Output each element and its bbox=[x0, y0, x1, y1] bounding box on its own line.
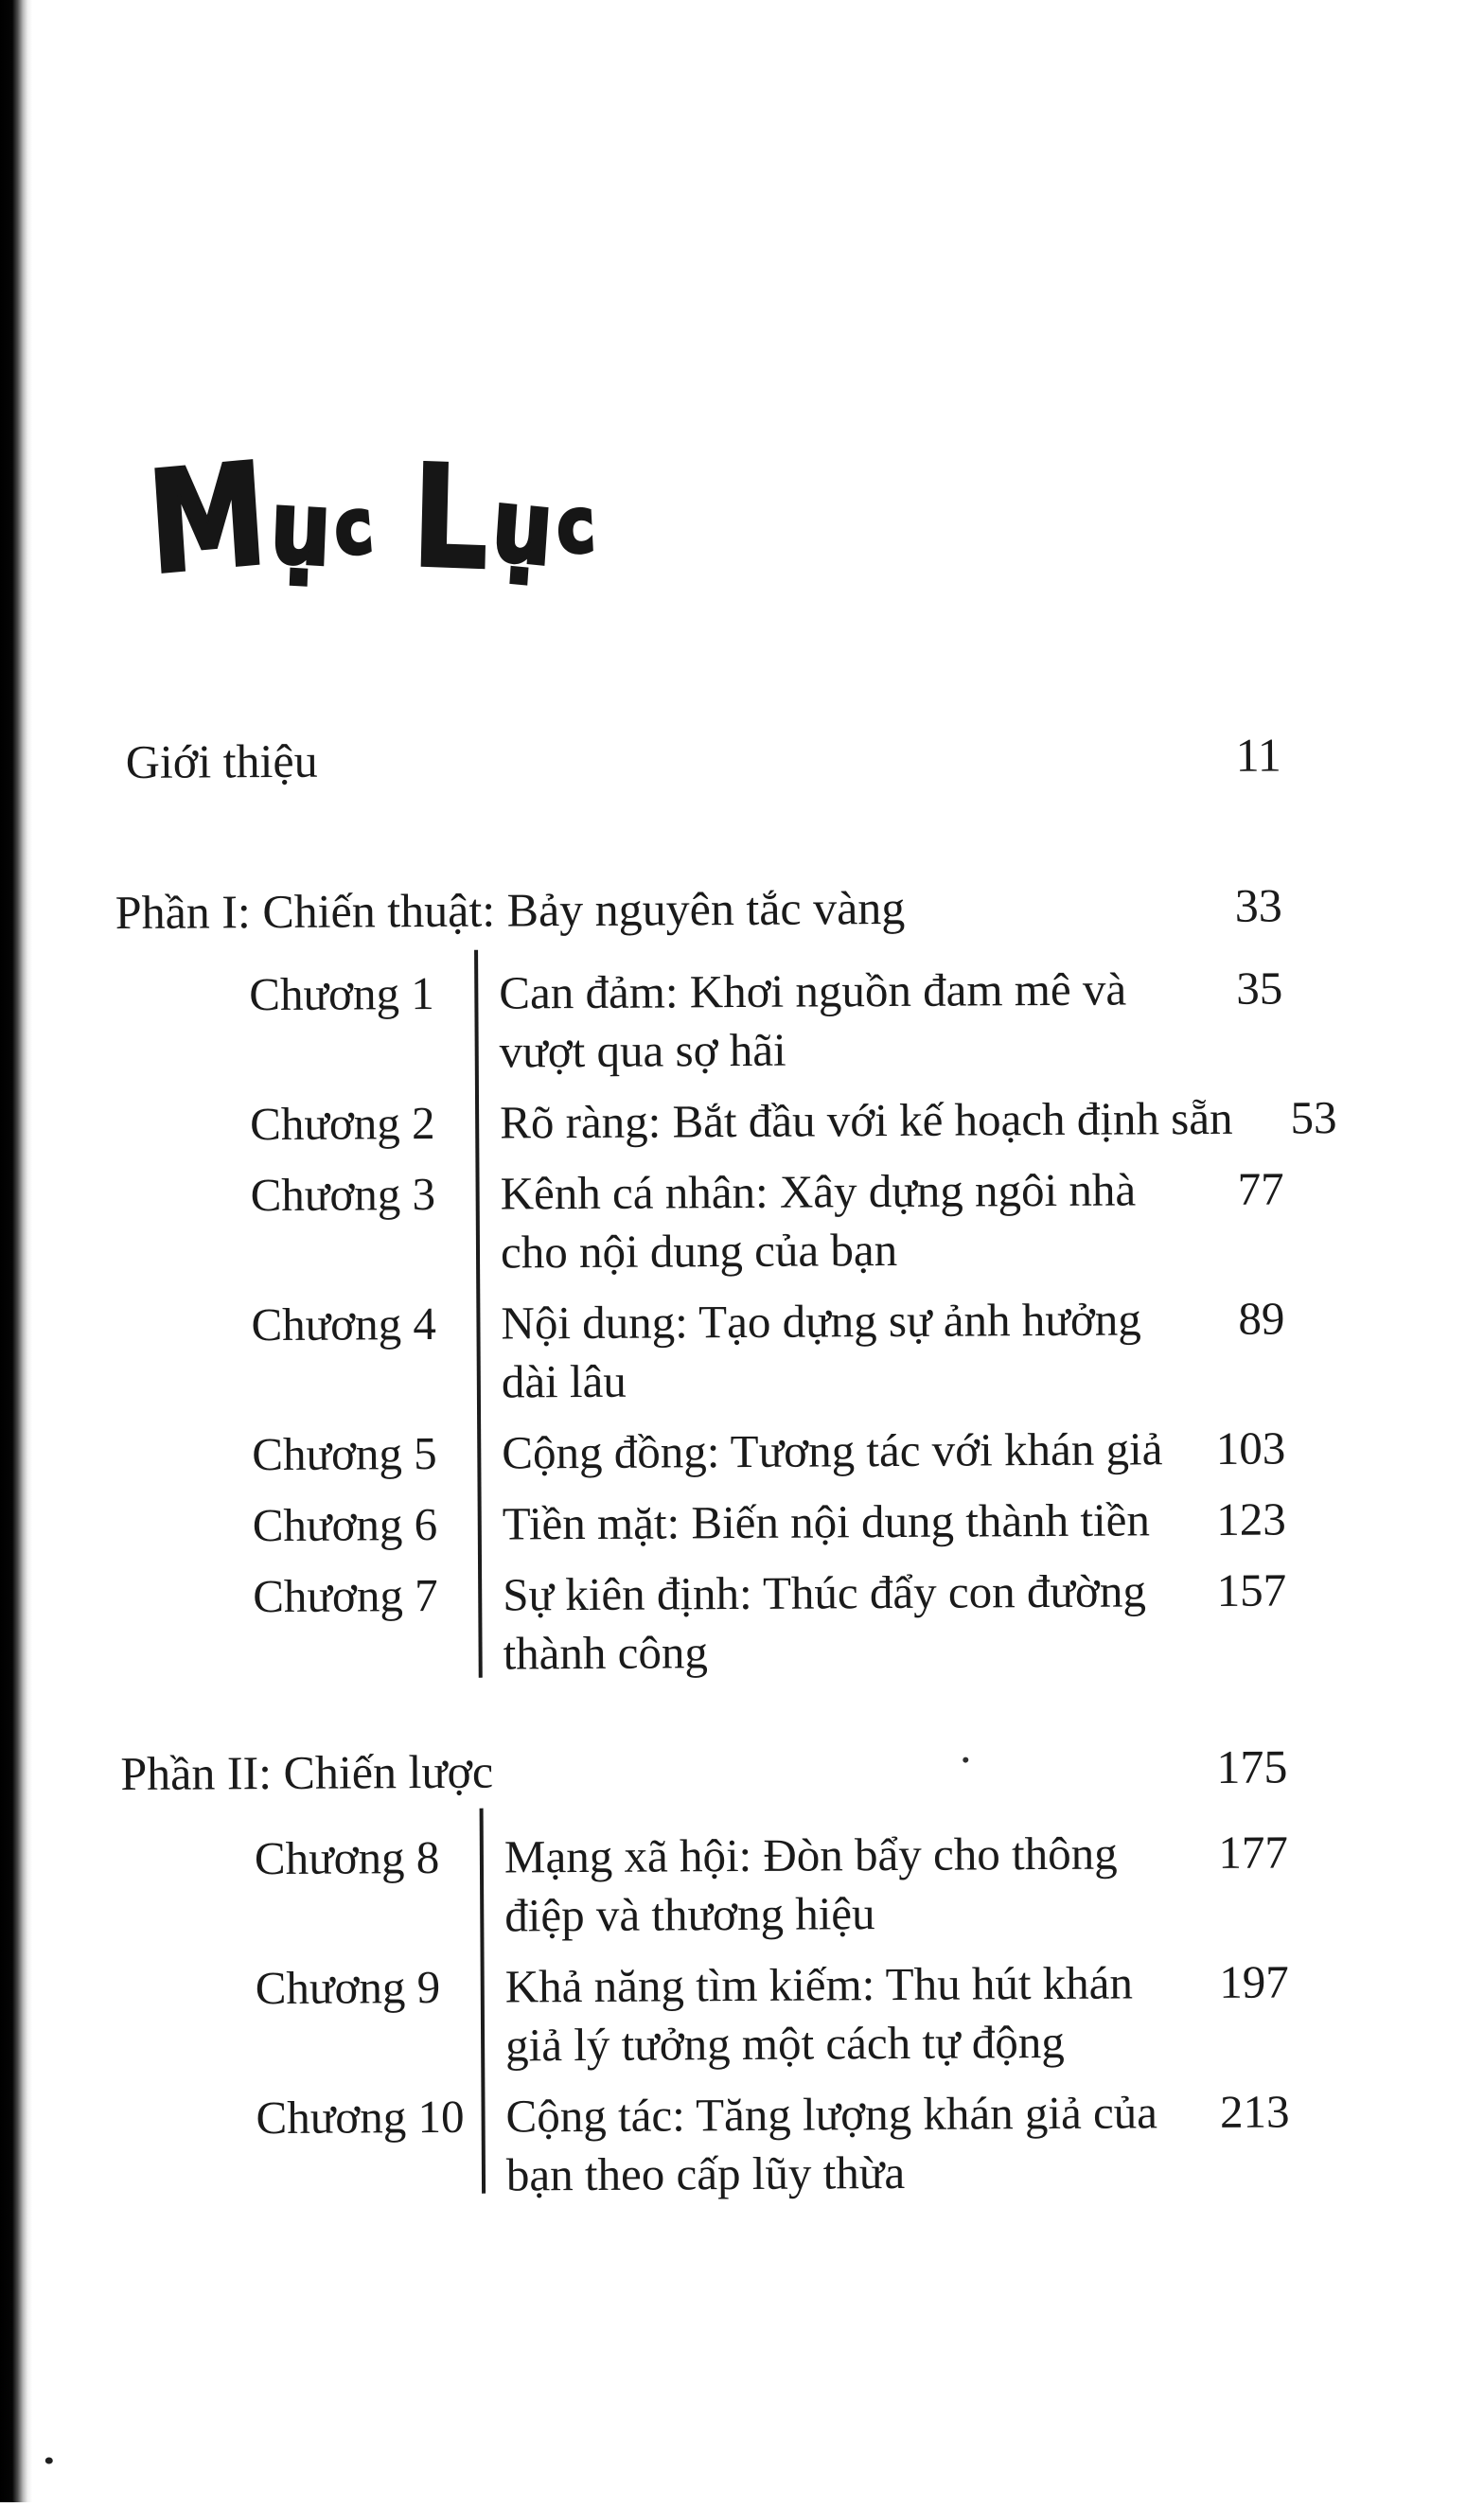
chapter-title: Can đảm: Khơi nguồn đam mê và vượt qua sợ hãi bbox=[499, 962, 1127, 1078]
title-letter: ụ bbox=[268, 468, 333, 589]
toc-part2-heading-row bbox=[120, 1737, 1287, 1803]
chapter-title: Kênh cá nhân: Xây dựng ngôi nhà cho nội dung của bạn bbox=[500, 1163, 1137, 1279]
chapter-label: Chương 1 bbox=[249, 966, 434, 1021]
book-binding-shadow bbox=[0, 0, 32, 2502]
title-letter: M bbox=[143, 433, 272, 606]
toc-intro-row bbox=[126, 726, 1281, 791]
chapter-page-number: 157 bbox=[1216, 1563, 1287, 1616]
table-row bbox=[249, 960, 1283, 1084]
title-letter: L bbox=[411, 434, 490, 601]
chapter-page-number: 103 bbox=[1215, 1421, 1286, 1474]
table-row bbox=[256, 1952, 1290, 2076]
chapter-label: Chương 10 bbox=[256, 2090, 465, 2145]
part2-heading: Phần II: Chiến lược bbox=[120, 1744, 494, 1801]
part1-chapter-list bbox=[249, 947, 1337, 1686]
chapter-page-number: 77 bbox=[1237, 1162, 1284, 1215]
chapter-page-number: 197 bbox=[1219, 1955, 1289, 2008]
chapter-title: Tiền mặt: Biến nội dung thành tiền bbox=[502, 1493, 1151, 1550]
title-letter: ụ bbox=[488, 466, 557, 589]
table-row bbox=[255, 1823, 1289, 1947]
chapter-title: Sự kiên định: Thúc đẩy con đường thành công bbox=[503, 1564, 1147, 1680]
table-row bbox=[256, 2082, 1290, 2206]
chapter-page-number: 89 bbox=[1238, 1292, 1285, 1345]
part1-heading: Phần I: Chiến thuật: Bảy nguyên tắc vàng bbox=[115, 880, 906, 940]
chapter-title: Nội dung: Tạo dựng sự ảnh hưởng dài lâu bbox=[501, 1293, 1141, 1408]
chapter-title: Khả năng tìm kiếm: Thu hút khán giả lý tưởng một cách tự động bbox=[504, 1956, 1134, 2072]
table-row bbox=[253, 1561, 1287, 1685]
title-letter bbox=[378, 490, 409, 632]
intro-page-number: 11 bbox=[1235, 728, 1281, 782]
scan-speck bbox=[963, 1757, 968, 1763]
chapter-label: Chương 9 bbox=[255, 1960, 441, 2015]
chapter-title: Cộng tác: Tăng lượng khán giả của bạn theo cấp lũy thừa bbox=[505, 2086, 1158, 2201]
title-letter: c bbox=[555, 480, 597, 572]
toc-part1-heading-row bbox=[115, 876, 1282, 943]
chapter-label: Chương 4 bbox=[251, 1297, 437, 1351]
page-title bbox=[143, 433, 601, 609]
chapter-label: Chương 3 bbox=[250, 1167, 436, 1222]
chapter-page-number: 213 bbox=[1219, 2085, 1290, 2138]
table-row bbox=[253, 1490, 1286, 1555]
part2-chapter-list bbox=[255, 1810, 1290, 2206]
table-row bbox=[250, 1089, 1337, 1155]
chapter-title: Rõ ràng: Bắt đầu với kế hoạch định sẵn bbox=[499, 1091, 1233, 1149]
intro-label: Giới thiệu bbox=[125, 733, 318, 788]
chapter-label: Chương 6 bbox=[252, 1497, 438, 1552]
table-row bbox=[251, 1289, 1285, 1413]
scan-speck bbox=[45, 2457, 53, 2463]
table-row bbox=[250, 1160, 1284, 1284]
chapter-page-number: 123 bbox=[1216, 1492, 1286, 1545]
chapter-title: Cộng đồng: Tương tác với khán giả bbox=[502, 1422, 1163, 1479]
title-letter: c bbox=[330, 481, 376, 574]
part2-page-number: 175 bbox=[1216, 1739, 1288, 1793]
chapter-title: Mạng xã hội: Đòn bẩy cho thông điệp và thương hiệu bbox=[504, 1827, 1118, 1942]
chapter-page-number: 177 bbox=[1218, 1826, 1289, 1879]
part1-page-number: 33 bbox=[1234, 878, 1282, 932]
chapter-label: Chương 7 bbox=[253, 1568, 438, 1623]
table-row bbox=[252, 1419, 1285, 1484]
chapter-label: Chương 8 bbox=[254, 1830, 440, 1885]
chapter-page-number: 35 bbox=[1236, 962, 1283, 1015]
chapter-page-number: 53 bbox=[1290, 1091, 1337, 1144]
chapter-label: Chương 5 bbox=[252, 1426, 437, 1481]
chapter-label: Chương 2 bbox=[250, 1096, 435, 1151]
